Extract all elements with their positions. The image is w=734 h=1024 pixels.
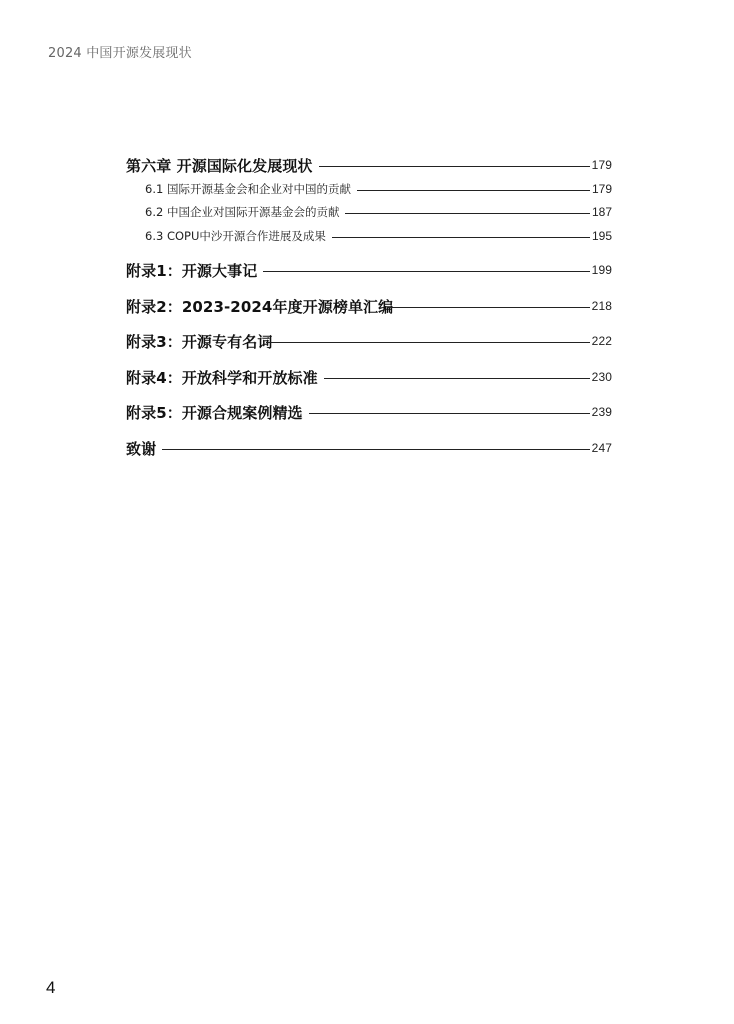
toc-leader-line	[162, 449, 589, 450]
toc-entry-page: 239	[591, 405, 612, 419]
toc-entry-page: 195	[591, 229, 612, 243]
toc-entry-label: 附录4：开放科学和开放标准	[126, 368, 318, 387]
toc-leader-line	[263, 271, 589, 272]
toc-entry-label: 第六章 开源国际化发展现状	[126, 156, 313, 175]
toc-entry-6-3[interactable]	[145, 227, 612, 245]
toc-entry-label: 6.3 COPU中沙开源合作进展及成果	[145, 229, 326, 243]
toc-entry-6-2[interactable]	[145, 203, 612, 221]
toc-entry-6-1[interactable]	[145, 180, 612, 198]
toc-entry-page: 247	[591, 441, 612, 455]
toc-entry-page: 218	[591, 299, 612, 313]
toc-entry-label: 6.1 国际开源基金会和企业对中国的贡献	[145, 182, 351, 196]
toc-entry-page: 222	[591, 334, 612, 348]
toc-leader-line	[266, 342, 589, 343]
toc-leader-line	[324, 378, 590, 379]
toc-leader-line	[319, 166, 590, 167]
toc-entry-appendix-3[interactable]	[126, 330, 612, 352]
page-number: 4	[46, 978, 56, 997]
toc-entry-label: 附录5：开源合规案例精选	[126, 403, 303, 422]
toc-entry-appendix-4[interactable]	[126, 366, 612, 388]
toc-leader-line	[345, 213, 590, 214]
toc-entry-appendix-1[interactable]	[126, 259, 612, 281]
toc-entry-page: 179	[591, 182, 612, 196]
toc-leader-line	[387, 307, 589, 308]
toc-entry-chapter-6[interactable]	[126, 154, 612, 176]
toc-entry-page: 179	[591, 158, 612, 172]
toc-entry-page: 230	[591, 370, 612, 384]
toc-entry-page: 187	[591, 205, 612, 219]
toc-leader-line	[309, 413, 590, 414]
toc-entry-label: 附录1：开源大事记	[126, 261, 258, 280]
running-header: 2024 中国开源发展现状	[48, 46, 192, 61]
toc-entry-page: 199	[591, 263, 612, 277]
toc-leader-line	[332, 237, 590, 238]
toc-entry-acknowledgements[interactable]	[126, 437, 612, 459]
toc-entry-appendix-2[interactable]	[126, 295, 612, 317]
toc-entry-appendix-5[interactable]	[126, 401, 612, 423]
toc-entry-label: 6.2 中国企业对国际开源基金会的贡献	[145, 205, 340, 219]
toc-entry-label: 附录3：开源专有名词	[126, 332, 273, 351]
toc-entry-label: 附录2：2023-2024年度开源榜单汇编	[126, 297, 394, 316]
toc-entry-label: 致谢	[126, 439, 157, 458]
toc-leader-line	[357, 190, 590, 191]
